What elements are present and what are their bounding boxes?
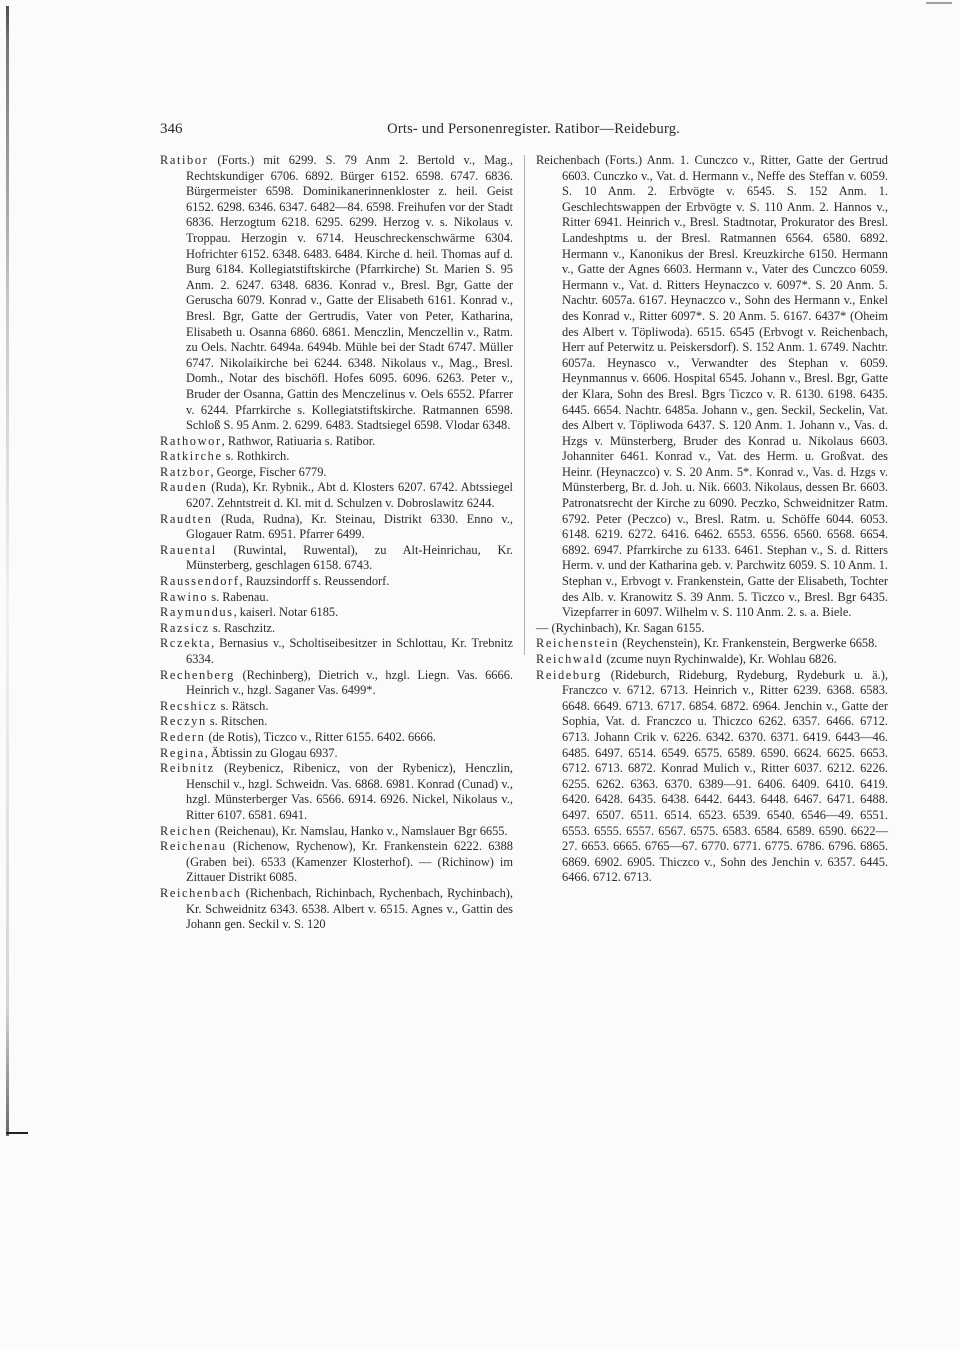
entry-text: s. Rätsch. <box>217 698 269 713</box>
entry-keyword: Razsicz <box>160 620 210 635</box>
entry-text: s. Rothkirch. <box>222 449 290 464</box>
entry-text: (Ruda), Kr. Rybnik., Abt d. Klosters 6207. 6742. Abtssiegel 6207. Zehntstreit d. Kl. mit d. Schulzen v. Dobroslawitz 6244. <box>186 480 513 511</box>
entry-keyword: Ratzbor <box>160 464 211 479</box>
index-entry <box>536 153 888 621</box>
entry-keyword: Reideburg <box>536 667 602 682</box>
index-entry <box>160 746 513 762</box>
entry-text: Reichenbach (Forts.) Anm. 1. Cunczco v., Ritter, Gatte der Gertrud 6603. Cunczko v., Vat. d. Hermann v., Neffe des Steffan v. 6059. S. 10 Anm. 2. Erbvögte v. 6545. S. 152 Anm. 1. Geschlechtswappen der Erbvögte v. S. 110 Anm. 2. Hannos v., Ritter 6941. Heinrich v., Bresl. Stadtnotar, Prokurator des Bresl. Landeshptms u. der Bresl. Ratmannen 6564. 6580. 6892. Hermann v., Kanonikus der Bresl. Kreuzkirche 6150. Hermann v., Gatte der Agnes 6603. Hermann v., Vater des Cunczco 6059. Hermann v., Vat. d. Ritters Heynaczco v. 6097*. S. 20 Anm. 5. Nachtr. 6057a. 6167. Heynaczco v., Sohn des Hermann v., Enkel des Konrad v., Ritter 6097*. S. 20 Anm. 5. 6167. 6437* (Oheim des Albert v. Töpliwoda). 6515. 6545 (Erbvogt v. Reichenbach, Herr auf Peterwitz u. Peiskersdorf). S. 152 Anm. 1. 6749. Nachtr. 6057a. Heynasco v., Verwandter des Stephan v. 6059. Heynmannus v. 6606. Hospital 6545. Johann v., Bresl. Bgr, Gatte der Klara, Sohn des Bresl. Bgrs Ticzco v. R. 6130. 6198. 6435. 6445. 6654. Nachtr. 6485a. Johann v., gen. Seckil, Seckelin, Vat. des Albert v. Töpliwoda 6437. S. 120 Anm. 1. Johann v., Vas. d. Hzgs v. Münsterberg, Bruder des Konrad u. Nikolaus 6603. Johanniter 6461. Konrad v., Vat. des Herm. u. Großvat. des Heinr. (Heynaczco) v. S. 20 Anm. 5*. Konrad v., Vas. d. Hzgs v. Münsterberg, Br. d. Joh. u. Nik. 6603. Nikolaus, dessen Br. 6603. Patronatsrecht der Kirche zu 6090. Peczko, Schweidnitzer Ratm. 6792. Peter (Peczco) v., Bresl. Ratm. u. Schöffe 6044. 6053. 6148. 6219. 6272. 6416. 6462. 6553. 6556. 6560. 6568. 6654. 6892. 6947. Pfarrkirche zu 6133. 6461. Stephan v., S. d. Ritters Herm. v. und der Katharina geb. v. Parchwitz 6059. S. 10 Anm. 1. Stephan v., Erbvogt v. Frankenstein, Gatte der Elisabeth, Tochter des Alb. v. Kranowitz S. 39 Anm. 5. Ticzco v., Bresl. Bgr 6435. Vizepfarrer in 6097. Wilhelm v. S. 110 Anm. 2. s. a. Biele. <box>536 153 888 620</box>
entry-keyword: Reichenbach <box>160 885 242 900</box>
entry-keyword: Regina <box>160 745 205 760</box>
entry-keyword: Recshicz <box>160 698 218 713</box>
entry-keyword: Rathowor <box>160 433 222 448</box>
entry-keyword: Rauental <box>160 542 217 557</box>
index-entry <box>160 153 513 434</box>
entry-text: , Rathwor, Ratiuaria s. Ratibor. <box>221 433 376 448</box>
scan-edge-mark <box>6 1132 28 1134</box>
entry-text: (Reybenicz, Ribenicz, von der Rybenicz), Henczlin, Henschil v., hzgl. Schweidn. Vas. 6868. 6981. Konrad (Cunad) v., hzgl. Münsterberger Vas. 6566. 6914. 6926. Nickel, Nikolaus v., Ritter 6107. 6581. 6941. <box>186 761 513 822</box>
index-entry <box>160 714 513 730</box>
entry-keyword: Raudten <box>160 511 213 526</box>
index-entry <box>160 574 513 590</box>
entry-text: (Rideburch, Rideburg, Rydeburg, Rydeburk u. ä.), Franczco v. 6712. 6713. Heinrich v., Ritter 6239. 6368. 6583. 6648. 6649. 6713. 6717. 6854. 6872. 6964. Jenchin v., Gatte der Sophia, Vat. d. Franczco u. Thiczco 6262. 6357. 6466. 6712. 6713. Johann Crik v. 6226. 6342. 6370. 6371. 6419. 6443—46. 6485. 6497. 6514. 6549. 6575. 6589. 6590. 6624. 6625. 6653. 6712. 6713. 6872. Konrad Mulich v., Ritter 6037. 6212. 6226. 6255. 6262. 6363. 6370. 6389—91. 6406. 6409. 6410. 6419. 6420. 6428. 6435. 6438. 6442. 6443. 6448. 6467. 6471. 6488. 6497. 6507. 6511. 6514. 6523. 6539. 6540. 6546—49. 6551. 6553. 6555. 6557. 6567. 6575. 6583. 6584. 6589. 6590. 6622—27. 6653. 6665. 6765—67. 6770. 6771. 6775. 6786. 6796. 6865. 6869. 6902. 6905. Thiczco v., Sohn des Jenchin v. 6357. 6445. 6466. 6712. 6713. <box>562 667 888 885</box>
entry-text: (Reychenstein), Kr. Frankenstein, Bergwerke 6658. <box>619 636 878 651</box>
index-entry <box>536 621 888 637</box>
index-entry <box>160 605 513 621</box>
entry-keyword: Rczekta <box>160 636 212 651</box>
index-entry <box>160 543 513 574</box>
index-entry <box>160 590 513 606</box>
entry-text: (Richenbach, Richinbach, Rychenbach, Rychinbach), Kr. Schweidnitz 6343. 6538. Albert v. 6515. Agnes v., Gattin des Johann gen. Seckil v. S. 120 <box>186 885 513 932</box>
index-entry <box>160 699 513 715</box>
index-entry <box>536 652 888 668</box>
entry-text: (Richenow, Rychenow), Kr. Frankenstein 6222. 6388 (Graben bei). 6533 (Kamenzer Klosterhof). — (Richinow) im Zittauer Distrikt 6085. <box>186 839 513 885</box>
entry-keyword: Rawino <box>160 589 209 604</box>
entry-text: (Forts.) mit 6299. S. 79 Anm 2. Bertold v., Mag., Rechtskundiger 6706. 6892. Bürger 6152. 6598. 6747. 6836. Bürgermeister 6598. Dominikanerinnenkloster z. heil. Geist 6152. 6298. 6346. 6347. 6482—84. 6598. Freihufen vor der Stadt 6836. Herzogtum 6218. 6295. 6299. Herzog v. s. Nikolaus v. Troppau. Herzogin v. 6714. Heuschreckenschwärme 6304. Hofrichter 6152. 6348. 6483. 6484. Kirche d. heil. Thomas auf d. Burg 6184. Kollegiatstiftskirche (Pfarrkirche) St. Marien S. 95 Anm. 2. 6247. 6348. 6836. Konrad v., Bresl. Bgr, Gatte der Geruscha 6079. Konrad v., Gatte der Elisabeth 6161. Konrad v., Bresl. Bgr, Gatte der Gertrudis, Vater von Peter, Katharina, Elisabeth u. Osanna 6860. 6861. Menczlin, Menczellin v., Ratm. zu Oels. Nachtr. 6494a. 6494b. Mühle bei der Stadt 6747. Müller 6747. Nikolaikirche bei 6244. 6348. Nikolaus v., Mag., Bresl. Domh., Notar des bischöfl. Hofes 6095. 6096. 6263. Peter v., Bruder der Osanna, Gattin des Menczelinus v. Oels 6552. Pfarrer v. 6244. Pfarrkirche s. Kollegiatstiftskirche. Ratmannen 6598. Schloß S. 95 Anm. 2. 6299. 6483. Stadtsiegel 6598. Vlodar 6348. <box>186 153 513 433</box>
entry-text: s. Rabenau. <box>208 589 269 604</box>
entry-text: (Ruwintal, Ruwental), zu Alt-Heinrichau, Kr. Münsterberg, geschlagen 6158. 6743. <box>186 542 513 573</box>
index-entry <box>160 465 513 481</box>
index-entry <box>160 512 513 543</box>
entry-text: , Bernasius v., Scholtiseibesitzer in Schlottau, Kr. Trebnitz 6334. <box>186 636 513 666</box>
entry-text: (Rechinberg), Dietrich v., hzgl. Liegn. Vas. 6666. Heinrich v., hzgl. Saganer Vas. 6499*. <box>186 667 513 698</box>
index-entry <box>160 434 513 450</box>
index-entry <box>160 730 513 746</box>
entry-keyword: Reichenstein <box>536 636 620 651</box>
entry-text: , Äbtissin zu Glogau 6937. <box>204 745 338 760</box>
scan-edge-left <box>6 6 9 1136</box>
running-title: Orts- und Personenregister. Ratibor—Reideburg. <box>387 121 680 137</box>
page-header <box>160 121 680 141</box>
right-column <box>536 153 888 886</box>
entry-text: (de Rotis), Ticzco v., Ritter 6155. 6402. 6666. <box>205 729 436 744</box>
index-entry <box>160 636 513 667</box>
entry-keyword: Redern <box>160 729 206 744</box>
index-entry <box>160 621 513 637</box>
entry-keyword: Reczyn <box>160 714 207 729</box>
left-column <box>160 153 513 933</box>
entry-keyword: Ratibor <box>160 153 209 167</box>
entry-keyword: Rauden <box>160 480 208 495</box>
index-entry <box>536 636 888 652</box>
entry-text: s. Ritschen. <box>206 714 268 729</box>
entry-keyword: Reichen <box>160 823 212 838</box>
index-entry <box>536 668 888 886</box>
entry-keyword: Rechenberg <box>160 667 235 682</box>
entry-text: s. Raschzitz. <box>209 620 276 635</box>
index-entry <box>160 839 513 886</box>
scan-corner-mark <box>926 2 952 4</box>
entry-keyword: Raussendorf <box>160 574 240 589</box>
column-divider <box>524 155 525 655</box>
entry-keyword: Reibnitz <box>160 761 215 776</box>
index-entry <box>160 480 513 511</box>
entry-text: , kaiserl. Notar 6185. <box>233 605 339 620</box>
entry-text: , Rauzsindorff s. Reussendorf. <box>239 574 390 589</box>
entry-text: (zcume nuyn Rychinwalde), Kr. Wohlau 6826. <box>603 652 837 666</box>
index-entry <box>160 824 513 840</box>
entry-text: — (Rychinbach), Kr. Sagan 6155. <box>536 620 705 635</box>
entry-keyword: Reichenau <box>160 839 227 854</box>
entry-keyword: Reichwald <box>536 652 604 666</box>
entry-text: (Reichenau), Kr. Namslau, Hanko v., Namslauer Bgr 6655. <box>211 823 508 838</box>
entry-keyword: Raymundus <box>160 605 234 620</box>
index-entry <box>160 668 513 699</box>
entry-text: , George, Fischer 6779. <box>210 464 327 479</box>
entry-keyword: Ratkirche <box>160 449 223 464</box>
page-number: 346 <box>160 121 183 137</box>
index-entry <box>160 761 513 823</box>
index-entry <box>160 886 513 933</box>
entry-text: (Ruda, Rudna), Kr. Steinau, Distrikt 6330. Enno v., Glogauer Ratm. 6951. Pfarrer 6499. <box>186 511 513 542</box>
index-entry <box>160 449 513 465</box>
